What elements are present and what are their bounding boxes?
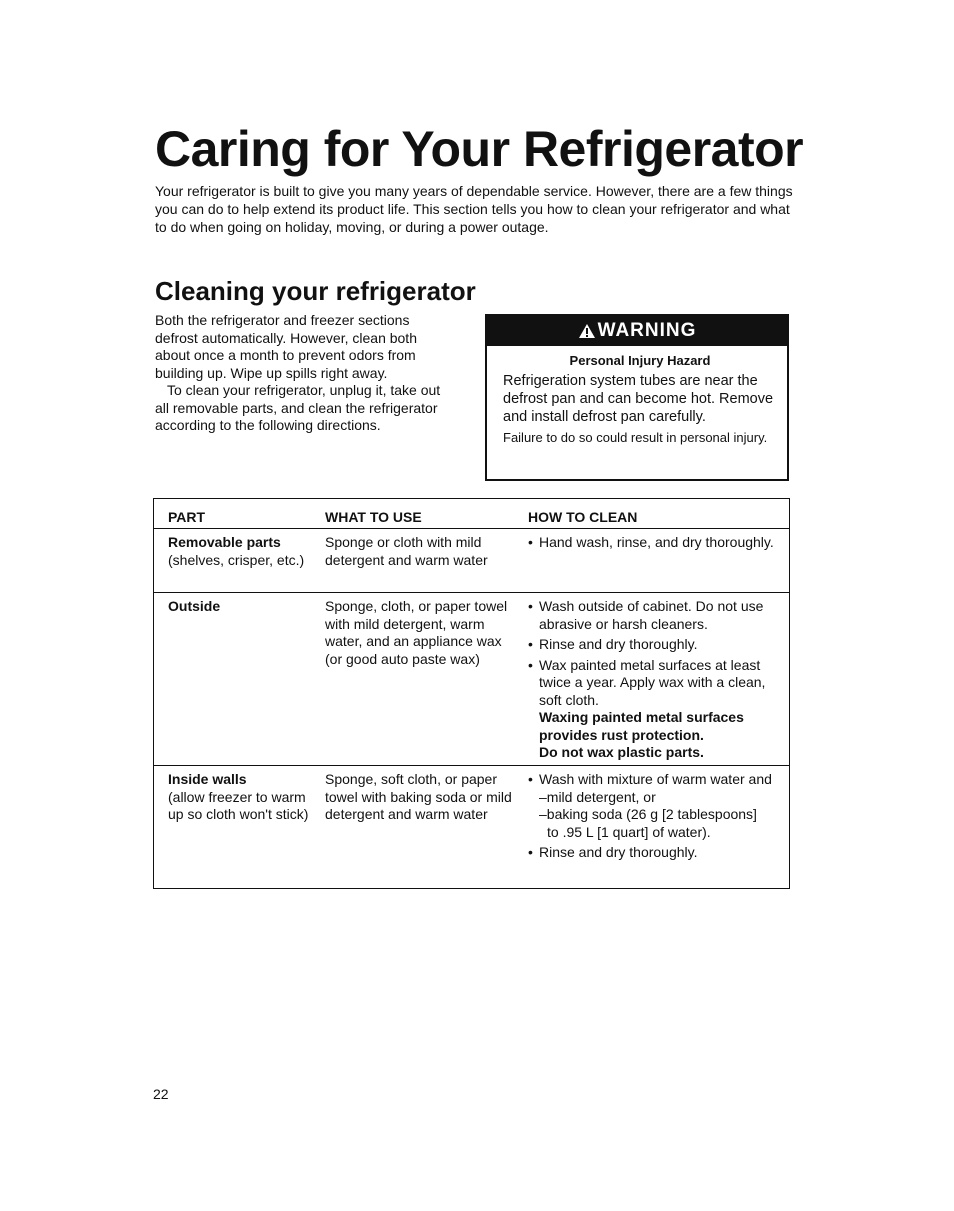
what-to-use-cell: Sponge, soft cloth, or paper towel with baking soda or mild detergent and warm water <box>325 771 512 822</box>
warning-triangle-icon <box>578 323 596 339</box>
page-title: Caring for Your Refrigerator <box>155 121 804 177</box>
list-item-text: • Wash with mixture of warm water and <box>539 771 772 787</box>
list-item <box>528 657 786 762</box>
part-name: Outside <box>168 598 221 614</box>
warning-box <box>485 314 789 481</box>
cleaning-paragraph-1: Both the refrigerator and freezer sections defrost automatically. However, clean both about once a month to prevent odors from building up. Wipe up spills right away. <box>155 312 417 381</box>
part-note: (shelves, crisper, etc.) <box>168 551 305 568</box>
no-wax-plastic-note: Do not wax plastic parts. <box>539 744 704 760</box>
part-name: Removable parts <box>168 534 281 550</box>
baking-soda-ratio: to .95 L [1 quart] of water). <box>547 823 711 840</box>
table-row-inside-walls <box>154 766 789 887</box>
hazard-title: Personal Injury Hazard <box>569 353 711 368</box>
section-heading: Cleaning your refrigerator <box>155 276 476 306</box>
hazard-text: Refrigeration system tubes are near the defrost pan and can become hot. Remove and install defrost pan carefully. <box>503 373 774 425</box>
warning-label: WARNING <box>597 320 697 341</box>
warning-body <box>487 346 787 447</box>
list-item: • Wash outside of cabinet. Do not use abrasive or harsh cleaners. <box>528 598 786 633</box>
rust-protection-note: Waxing painted metal surfaces provides rust protection. <box>539 709 744 743</box>
header-what-to-use: WHAT TO USE <box>325 509 422 525</box>
cleaning-paragraph-2: To clean your refrigerator, unplug it, take out all removable parts, and clean the refrigerator according to the following directions. <box>155 382 441 433</box>
header-part: PART <box>168 509 206 525</box>
part-cell <box>168 771 318 824</box>
table-row-removable-parts <box>154 529 789 593</box>
list-item: • Rinse and dry thoroughly. <box>528 636 786 654</box>
part-note: (allow freezer to warm up so cloth won't stick) <box>168 788 309 822</box>
part-name: Inside walls <box>168 771 247 787</box>
hazard-consequence: Failure to do so could result in personal injury. <box>503 430 768 445</box>
page-number: 22 <box>153 1086 169 1102</box>
what-to-use-cell: Sponge, cloth, or paper towel with mild detergent, warm water, and an appliance wax (or good auto paste wax) <box>325 598 508 667</box>
list-item-text: Wax painted metal surfaces at least twice a year. Apply wax with a clean, soft cloth. <box>539 656 766 708</box>
cleaning-intro-text <box>155 312 455 435</box>
detergent-option: –mild detergent, or <box>539 788 656 805</box>
how-to-clean-cell <box>528 771 786 865</box>
table-header <box>154 499 789 529</box>
cleaning-table <box>153 498 790 889</box>
part-cell <box>168 598 318 616</box>
intro-paragraph: Your refrigerator is built to give you many years of dependable service. However, there are a few things you can do to help extend its product life. This section tells you how to clean your refrigerator and what to do when going on holiday, moving, or during a power outage. <box>155 183 793 235</box>
list-item: • Hand wash, rinse, and dry thoroughly. <box>528 534 786 552</box>
warning-header <box>487 316 787 346</box>
baking-soda-option: –baking soda (26 g [2 tablespoons] <box>539 806 757 822</box>
list-item: • Rinse and dry thoroughly. <box>528 844 786 862</box>
list-item <box>528 771 786 841</box>
how-to-clean-cell <box>528 534 786 555</box>
what-to-use-cell: Sponge or cloth with mild detergent and warm water <box>325 534 488 568</box>
table-row-outside <box>154 593 789 766</box>
how-to-clean-cell <box>528 598 786 765</box>
header-how-to-clean: HOW TO CLEAN <box>528 509 638 525</box>
part-cell <box>168 534 318 569</box>
